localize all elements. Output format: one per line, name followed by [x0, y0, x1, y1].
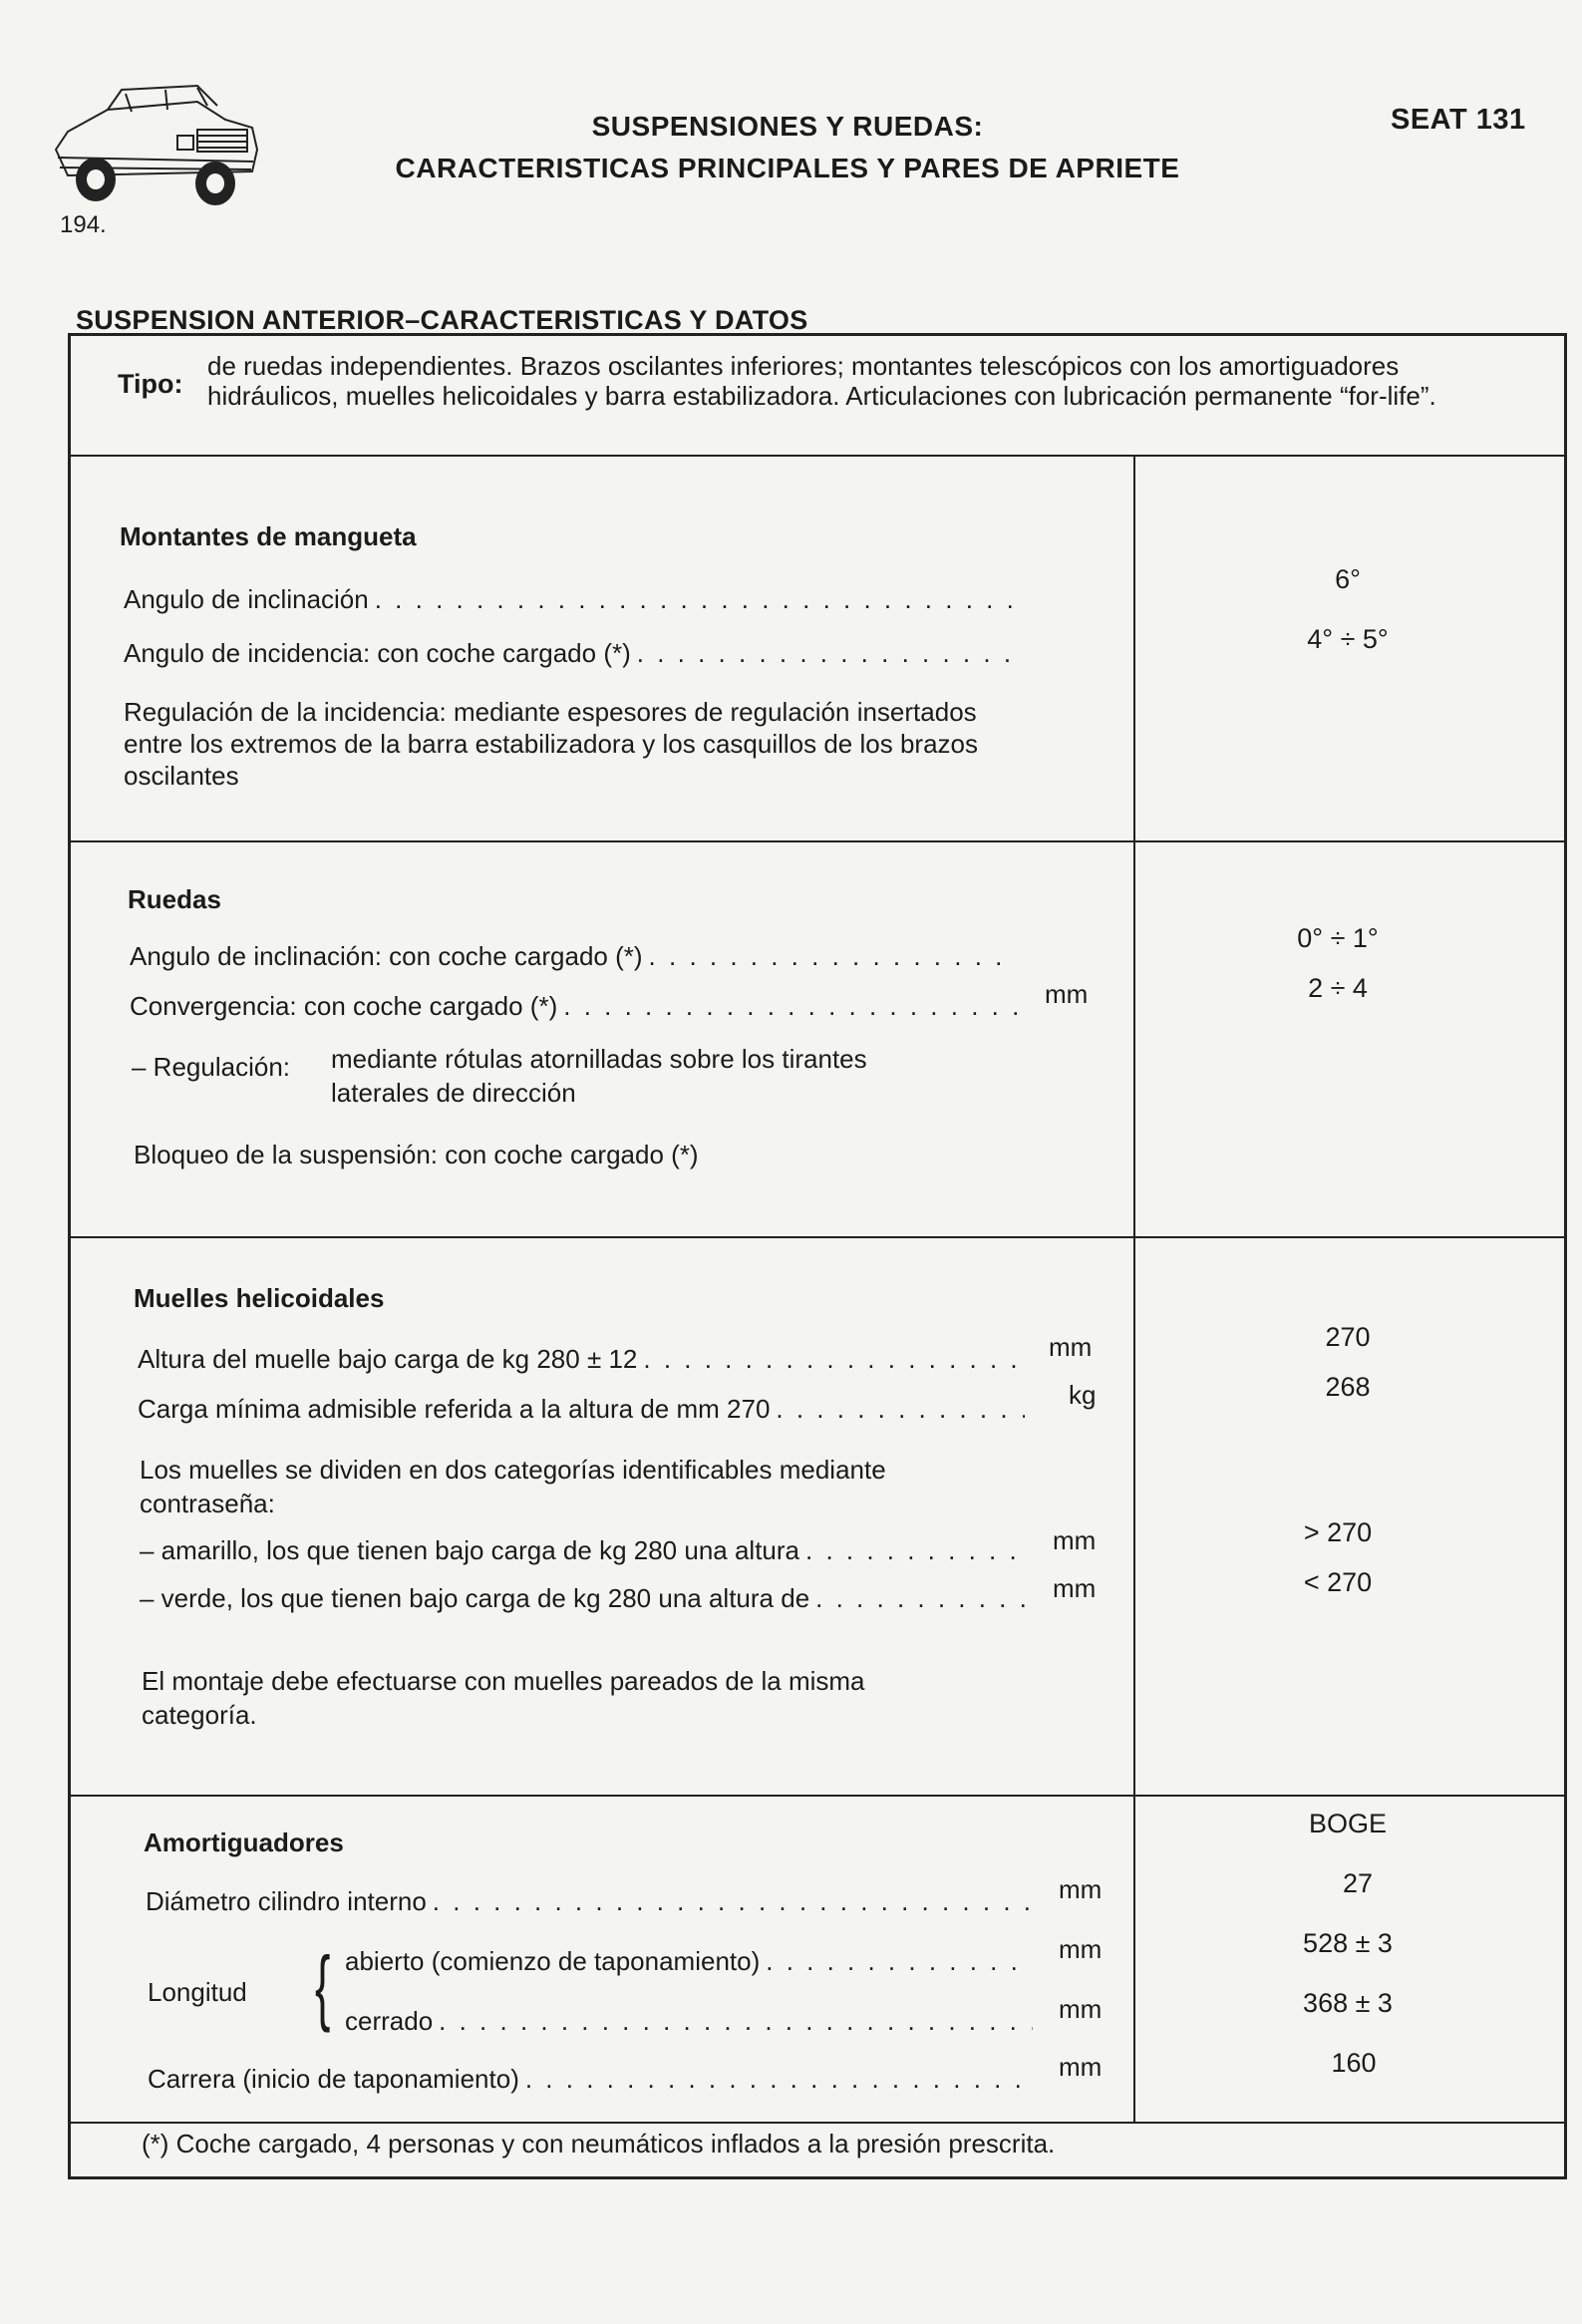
footnote: (*) Coche cargado, 4 personas y con neumáticos inflados a la presión prescrita.	[142, 2129, 1056, 2158]
row-label: Carga mínima admisible referida a la altura de mm 270	[138, 1394, 771, 1424]
model-name: SEAT 131	[1391, 104, 1526, 136]
muelles-unit-amarillo: mm	[1053, 1525, 1097, 1555]
montantes-regulacion: Regulación de la incidencia: mediante espesores de regulación insertados entre los extremos de la barra estabilizadora y los casquillos de los brazos oscilantes	[124, 697, 978, 791]
amortiguadores-unit-abierto: mm	[1059, 1934, 1103, 1964]
ruedas-unit-convergencia: mm	[1045, 979, 1089, 1009]
ruedas-bloqueo: Bloqueo de la suspensión: con coche cargado (*)	[134, 1140, 699, 1169]
muelles-value-amarillo: > 270	[1303, 1517, 1373, 1547]
amortiguadores-row-diametro	[146, 1886, 1033, 1917]
amortiguadores-longitud-label: Longitud	[148, 1977, 247, 2007]
car-icon	[48, 80, 261, 205]
row-label: cerrado	[345, 2006, 434, 2036]
muelles-unit-carga: kg	[1069, 1380, 1097, 1410]
amortiguadores-value-cerrado: 368 ± 3	[1303, 1988, 1393, 2018]
page-title-line-2: CARACTERISTICAS PRINCIPALES Y PARES DE APRIETE	[395, 153, 1180, 183]
page-number: 194.	[60, 211, 107, 238]
amortiguadores-unit-diametro: mm	[1059, 1874, 1103, 1904]
ruedas-regulacion-label: – Regulación:	[132, 1052, 290, 1082]
page-title	[339, 106, 1236, 189]
amortiguadores-row-carrera	[148, 2064, 1033, 2095]
divider-ruedas	[68, 840, 1567, 842]
row-label: Diámetro cilindro interno	[146, 1886, 427, 1916]
divider-footnote	[68, 2122, 1567, 2124]
ruedas-regulacion-line-1: mediante rótulas atornilladas sobre los tirantes	[331, 1044, 867, 1074]
muelles-montaje-line-1: El montaje debe efectuarse con muelles pareados de la misma	[142, 1666, 865, 1696]
ruedas-row-inclinacion	[130, 941, 1017, 972]
montantes-row-inclinacion	[124, 584, 1021, 615]
muelles-row-carga	[138, 1394, 1025, 1425]
montantes-heading: Montantes de mangueta	[120, 521, 417, 551]
muelles-unit-verde: mm	[1053, 1573, 1097, 1603]
muelles-montaje-line-2: categoría.	[142, 1700, 257, 1730]
muelles-row-verde	[140, 1583, 1027, 1614]
row-label: Altura del muelle bajo carga de kg 280 ± 12	[138, 1344, 638, 1374]
row-label: Angulo de incidencia: con coche cargado (*)	[124, 638, 631, 668]
tipo-label: Tipo:	[118, 369, 183, 399]
ruedas-regulacion-line-2: laterales de dirección	[331, 1078, 576, 1108]
amortiguadores-row-abierto	[345, 1946, 1033, 1977]
row-label: Angulo de inclinación	[124, 584, 369, 614]
muelles-row-altura	[138, 1344, 1025, 1375]
amortiguadores-unit-carrera: mm	[1059, 2052, 1103, 2082]
ruedas-value-convergencia: 2 ÷ 4	[1308, 973, 1368, 1003]
divider-tipo	[68, 455, 1567, 457]
amortiguadores-heading: Amortiguadores	[144, 1827, 344, 1857]
amortiguadores-brand: BOGE	[1308, 1809, 1388, 1838]
divider-muelles	[68, 1236, 1567, 1238]
montantes-value-inclinacion: 6°	[1335, 564, 1361, 594]
muelles-value-carga: 268	[1325, 1372, 1371, 1402]
amortiguadores-value-diametro: 27	[1342, 1868, 1374, 1898]
muelles-heading: Muelles helicoidales	[134, 1283, 385, 1313]
muelles-value-verde: < 270	[1303, 1567, 1373, 1597]
ruedas-heading: Ruedas	[128, 884, 221, 914]
section-title: SUSPENSION ANTERIOR–CARACTERISTICAS Y DATOS	[76, 305, 808, 335]
ruedas-row-convergencia	[130, 991, 1017, 1022]
amortiguadores-value-carrera: 160	[1331, 2048, 1377, 2078]
muelles-value-altura: 270	[1325, 1322, 1371, 1352]
amortiguadores-unit-cerrado: mm	[1059, 1994, 1103, 2024]
value-column-divider	[1133, 455, 1135, 2122]
montantes-row-incidencia	[124, 638, 1021, 669]
montantes-value-incidencia: 4° ÷ 5°	[1307, 624, 1389, 654]
row-label: Carrera (inicio de taponamiento)	[148, 2064, 519, 2094]
muelles-categorias-line-1: Los muelles se dividen en dos categorías identificables mediante	[140, 1455, 886, 1485]
row-label: abierto (comienzo de taponamiento)	[345, 1946, 761, 1976]
tipo-description: de ruedas independientes. Brazos oscilantes inferiores; montantes telescópicos con los amortiguadores hidráulicos, muelles helicoidales y barra estabilizadora. Articulaciones con lubricación permanente “for-life”.	[207, 351, 1436, 411]
row-label: – verde, los que tienen bajo carga de kg 280 una altura de	[140, 1583, 810, 1613]
divider-amortiguadores	[68, 1795, 1567, 1797]
muelles-categorias-line-2: contraseña:	[140, 1489, 275, 1518]
muelles-row-amarillo	[140, 1535, 1027, 1566]
muelles-unit-altura: mm	[1049, 1332, 1093, 1362]
row-label: – amarillo, los que tienen bajo carga de kg 280 una altura	[140, 1535, 799, 1565]
ruedas-value-inclinacion: 0° ÷ 1°	[1297, 923, 1379, 953]
brace-symbol: {	[315, 1939, 331, 2033]
row-label: Angulo de inclinación: con coche cargado (*)	[130, 941, 643, 971]
amortiguadores-value-abierto: 528 ± 3	[1303, 1928, 1393, 1958]
page-title-line-1: SUSPENSIONES Y RUEDAS:	[591, 111, 984, 142]
row-label: Convergencia: con coche cargado (*)	[130, 991, 558, 1021]
amortiguadores-row-cerrado	[345, 2006, 1033, 2037]
